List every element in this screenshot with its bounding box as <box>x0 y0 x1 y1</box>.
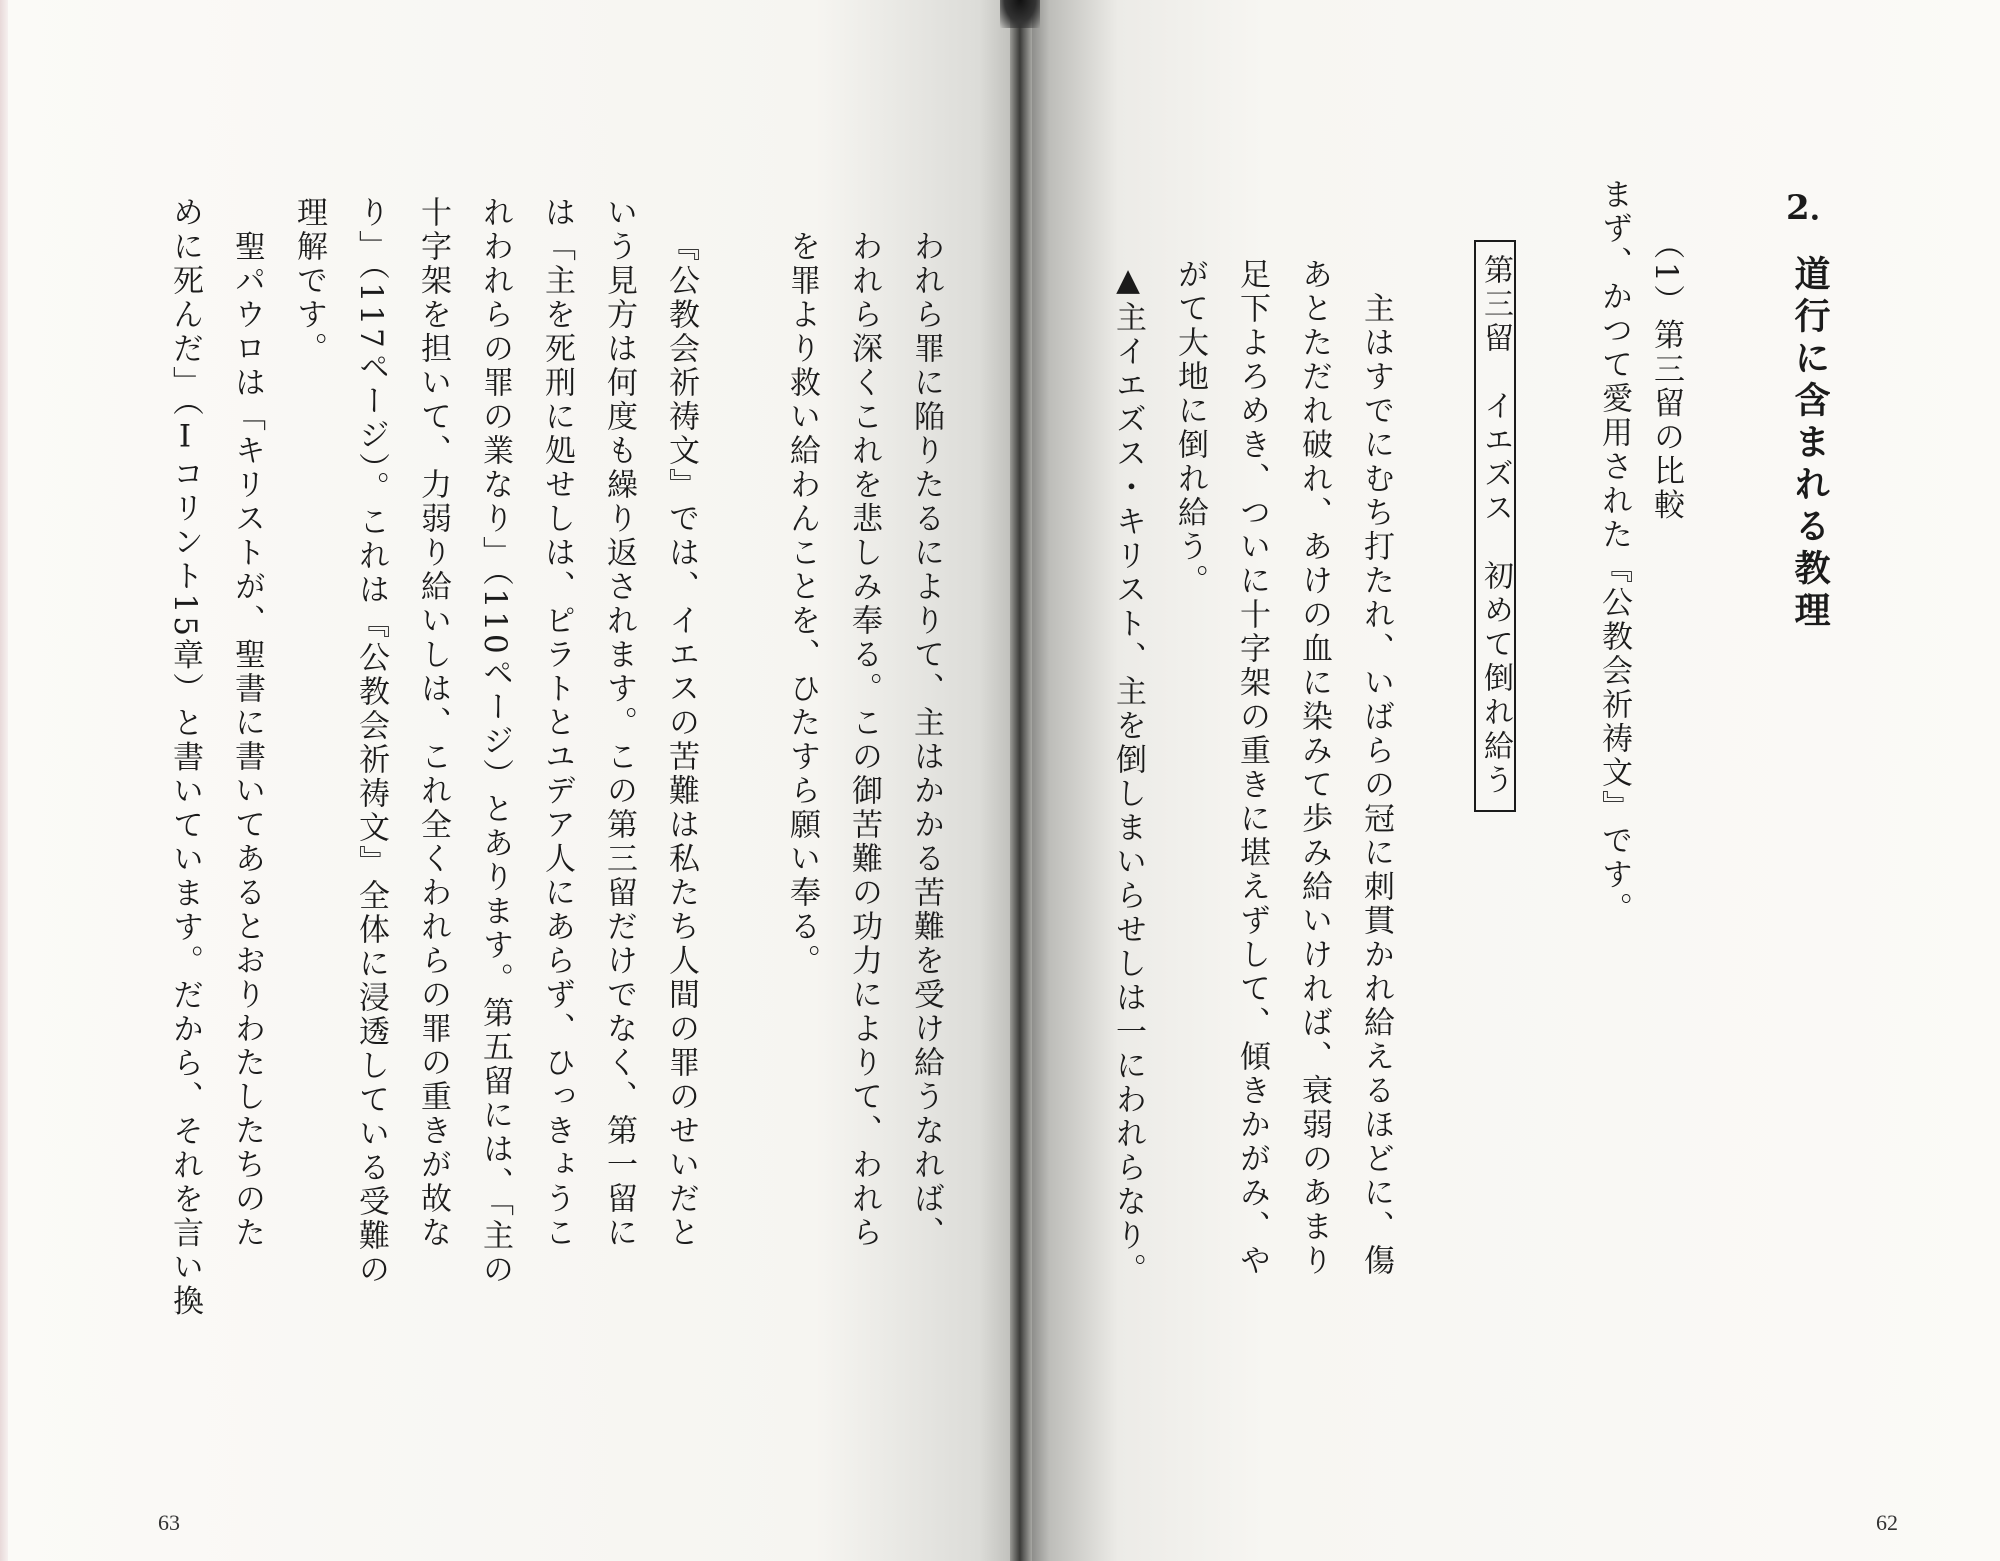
body-line: 『公教会祈祷文』では、イエスの苦難は私たち人間の罪のせいだと <box>663 230 699 1250</box>
body-line: ▲主イエズス・キリスト、主を倒しまいらせしは一にわれらなり。 <box>1110 262 1146 1287</box>
section-heading: 道行に含まれる教理 <box>1789 255 1830 633</box>
book-spine <box>1010 0 1032 1561</box>
intro-line: まず、かつて愛用された『公教会祈祷文』です。 <box>1596 178 1632 926</box>
body-line: あとただれ破れ、あけの血に染みて歩み給いければ、衰弱のあまり <box>1296 258 1332 1278</box>
prayer-line: われら深くこれを悲しみ奉る。この御苦難の功力によりて、われら <box>846 230 882 1250</box>
body-line: 聖パウロは「キリストが、聖書に書いてあるとおりわたしたちのた <box>229 230 265 1250</box>
body-line: がて大地に倒れ給う。 <box>1172 258 1208 598</box>
page-edge <box>0 0 8 1561</box>
subheading: （1）第三留の比較 <box>1648 228 1684 523</box>
body-line: 足下よろめき、ついに十字架の重きに堪えずして、傾きかがみ、や <box>1234 258 1270 1278</box>
body-line: は「主を死刑に処せしは、ピラトとユデア人にあらず、ひっきょうこ <box>539 196 575 1250</box>
prayer-line: を罪より救い給わんことを、ひたすら願い奉る。 <box>784 230 820 978</box>
prayer-line: われら罪に陥りたるによりて、主はかかる苦難を受け給うなれば、 <box>908 230 944 1250</box>
page-number-right: 62 <box>1876 1510 1898 1535</box>
page-number-left: 63 <box>158 1510 180 1535</box>
body-line: 十字架を担いて、力弱り給いしは、これ全くわれらの罪の重きが故な <box>415 196 451 1250</box>
body-line: いう見方は何度も繰り返されます。この第三留だけでなく、第一留に <box>601 196 637 1250</box>
station-title-box: 第三留 イエズス 初めて倒れ給う <box>1474 240 1516 812</box>
body-line: れわれらの罪の業なり」（110ページ）とあります。第五留には、「主の <box>477 196 513 1288</box>
section-number: 2． <box>1786 188 1844 228</box>
spine-shadow <box>1000 0 1040 28</box>
body-line: 理解です。 <box>291 196 327 366</box>
body-line: 主はすでにむち打たれ、いばらの冠に刺貫かれ給えるほどに、傷 <box>1358 292 1394 1278</box>
body-line: り」（117ページ）。これは『公教会祈祷文』全体に浸透している受難の <box>353 196 389 1288</box>
body-line: めに死んだ」（Ⅰコリント15章）と書いています。だから、それを言い換 <box>167 196 203 1319</box>
